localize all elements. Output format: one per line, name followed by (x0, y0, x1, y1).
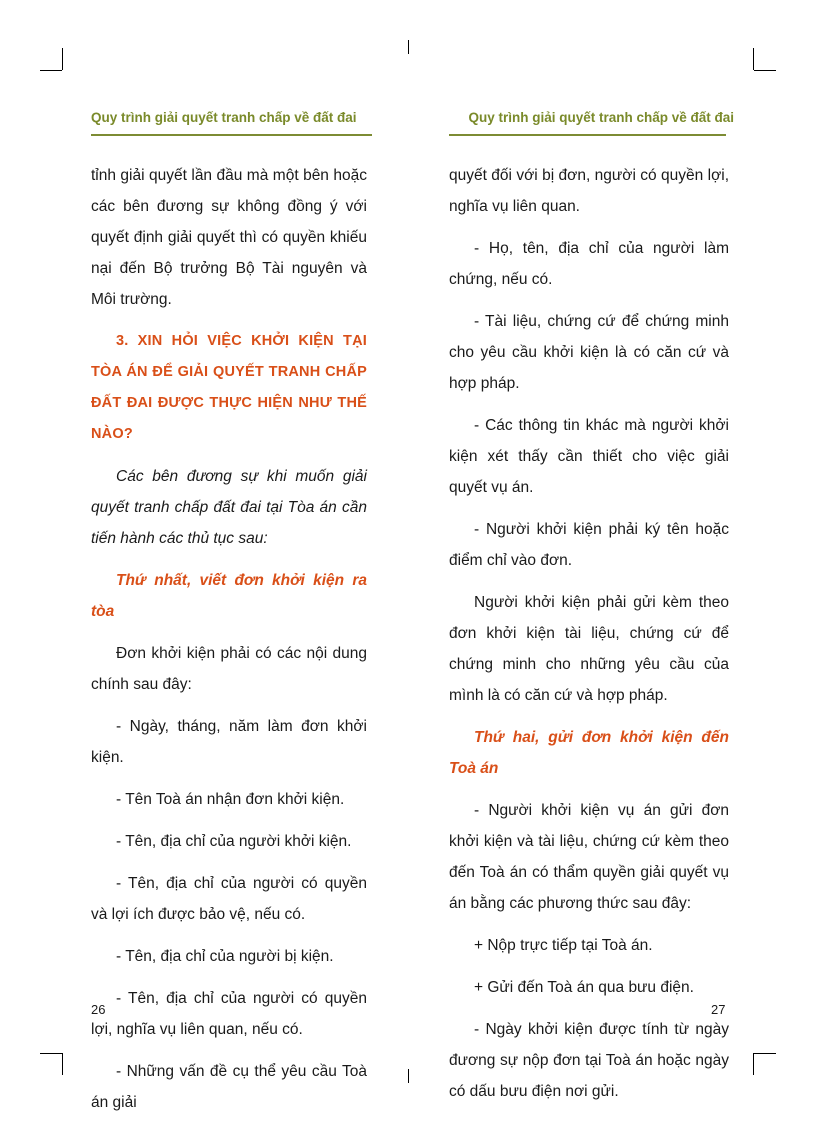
header-rule (91, 134, 372, 136)
subsection-heading: Thứ nhất, viết đơn khởi kiện ra tòa (91, 572, 367, 620)
list-item: - Tên, địa chỉ của người có quyền và lợi ích được bảo vệ, nếu có. (91, 875, 367, 923)
crop-mark (754, 1053, 776, 1054)
body-paragraph: quyết đối với bị đơn, người có quyền lợi, nghĩa vụ liên quan. (449, 167, 729, 215)
list-item: + Gửi đến Toà án qua bưu điện. (474, 979, 694, 996)
page-number: 26 (91, 1002, 106, 1017)
list-item: - Tài liệu, chứng cứ để chứng minh cho yêu cầu khởi kiện là có căn cứ và hợp pháp. (449, 313, 729, 392)
crop-mark (40, 1053, 62, 1054)
crop-mark (62, 1053, 63, 1075)
crop-mark (408, 40, 409, 54)
section-heading: 3. XIN HỎI VIỆC KHỞI KIỆN TẠI TÒA ÁN ĐỂ GIẢI QUYẾT TRANH CHẤP ĐẤT ĐAI ĐƯỢC THỰC HIỆN NHƯ THẾ NÀO? (91, 333, 367, 442)
running-head: Quy trình giải quyết tranh chấp về đất đai (91, 110, 357, 125)
list-item: + Nộp trực tiếp tại Toà án. (474, 937, 653, 954)
intro-paragraph: Các bên đương sự khi muốn giải quyết tranh chấp đất đai tại Tòa án cần tiến hành các thủ tục sau: (91, 468, 367, 547)
list-item: - Tên, địa chỉ của người khởi kiện. (116, 833, 352, 850)
list-item: - Tên, địa chỉ của người có quyền lợi, nghĩa vụ liên quan, nếu có. (91, 990, 367, 1038)
list-item: - Người khởi kiện phải ký tên hoặc điểm chỉ vào đơn. (449, 521, 729, 569)
running-head: Quy trình giải quyết tranh chấp về đất đai (468, 110, 734, 125)
crop-mark (753, 1053, 754, 1075)
crop-mark (40, 70, 62, 71)
page-body (449, 160, 729, 1118)
list-item: - Những vấn đề cụ thể yêu cầu Toà án giải (91, 1063, 367, 1111)
body-paragraph: tỉnh giải quyết lần đầu mà một bên hoặc các bên đương sự không đồng ý với quyết định giải quyết thì có quyền khiếu nại đến Bộ trưởng Bộ Tài nguyên và Môi trường. (91, 167, 367, 308)
crop-mark (408, 1069, 409, 1083)
page-number: 27 (711, 1002, 726, 1017)
list-item: - Ngày khởi kiện được tính từ ngày đương sự nộp đơn tại Toà án hoặc ngày có dấu bưu điện nơi gửi. (449, 1021, 729, 1100)
crop-mark (62, 48, 63, 70)
page-body (91, 160, 367, 1129)
list-item: - Ngày, tháng, năm làm đơn khởi kiện. (91, 718, 367, 766)
list-item: - Họ, tên, địa chỉ của người làm chứng, nếu có. (449, 240, 729, 288)
header-rule (449, 134, 726, 136)
subsection-heading: Thứ hai, gửi đơn khởi kiện đến Toà án (449, 729, 729, 777)
body-paragraph: Người khởi kiện phải gửi kèm theo đơn khởi kiện tài liệu, chứng cứ để chứng minh cho những yêu cầu của mình là có căn cứ và hợp pháp. (449, 594, 729, 704)
body-paragraph: Đơn khởi kiện phải có các nội dung chính sau đây: (91, 645, 367, 693)
crop-mark (753, 48, 754, 70)
list-item: - Các thông tin khác mà người khởi kiện xét thấy cần thiết cho việc giải quyết vụ án. (449, 417, 729, 496)
list-item: - Tên, địa chỉ của người bị kiện. (116, 948, 334, 965)
list-item: - Tên Toà án nhận đơn khởi kiện. (116, 791, 345, 808)
crop-mark (754, 70, 776, 71)
list-item: - Người khởi kiện vụ án gửi đơn khởi kiện và tài liệu, chứng cứ kèm theo đến Toà án có thẩm quyền giải quyết vụ án bằng các phương thức sau đây: (449, 802, 729, 912)
